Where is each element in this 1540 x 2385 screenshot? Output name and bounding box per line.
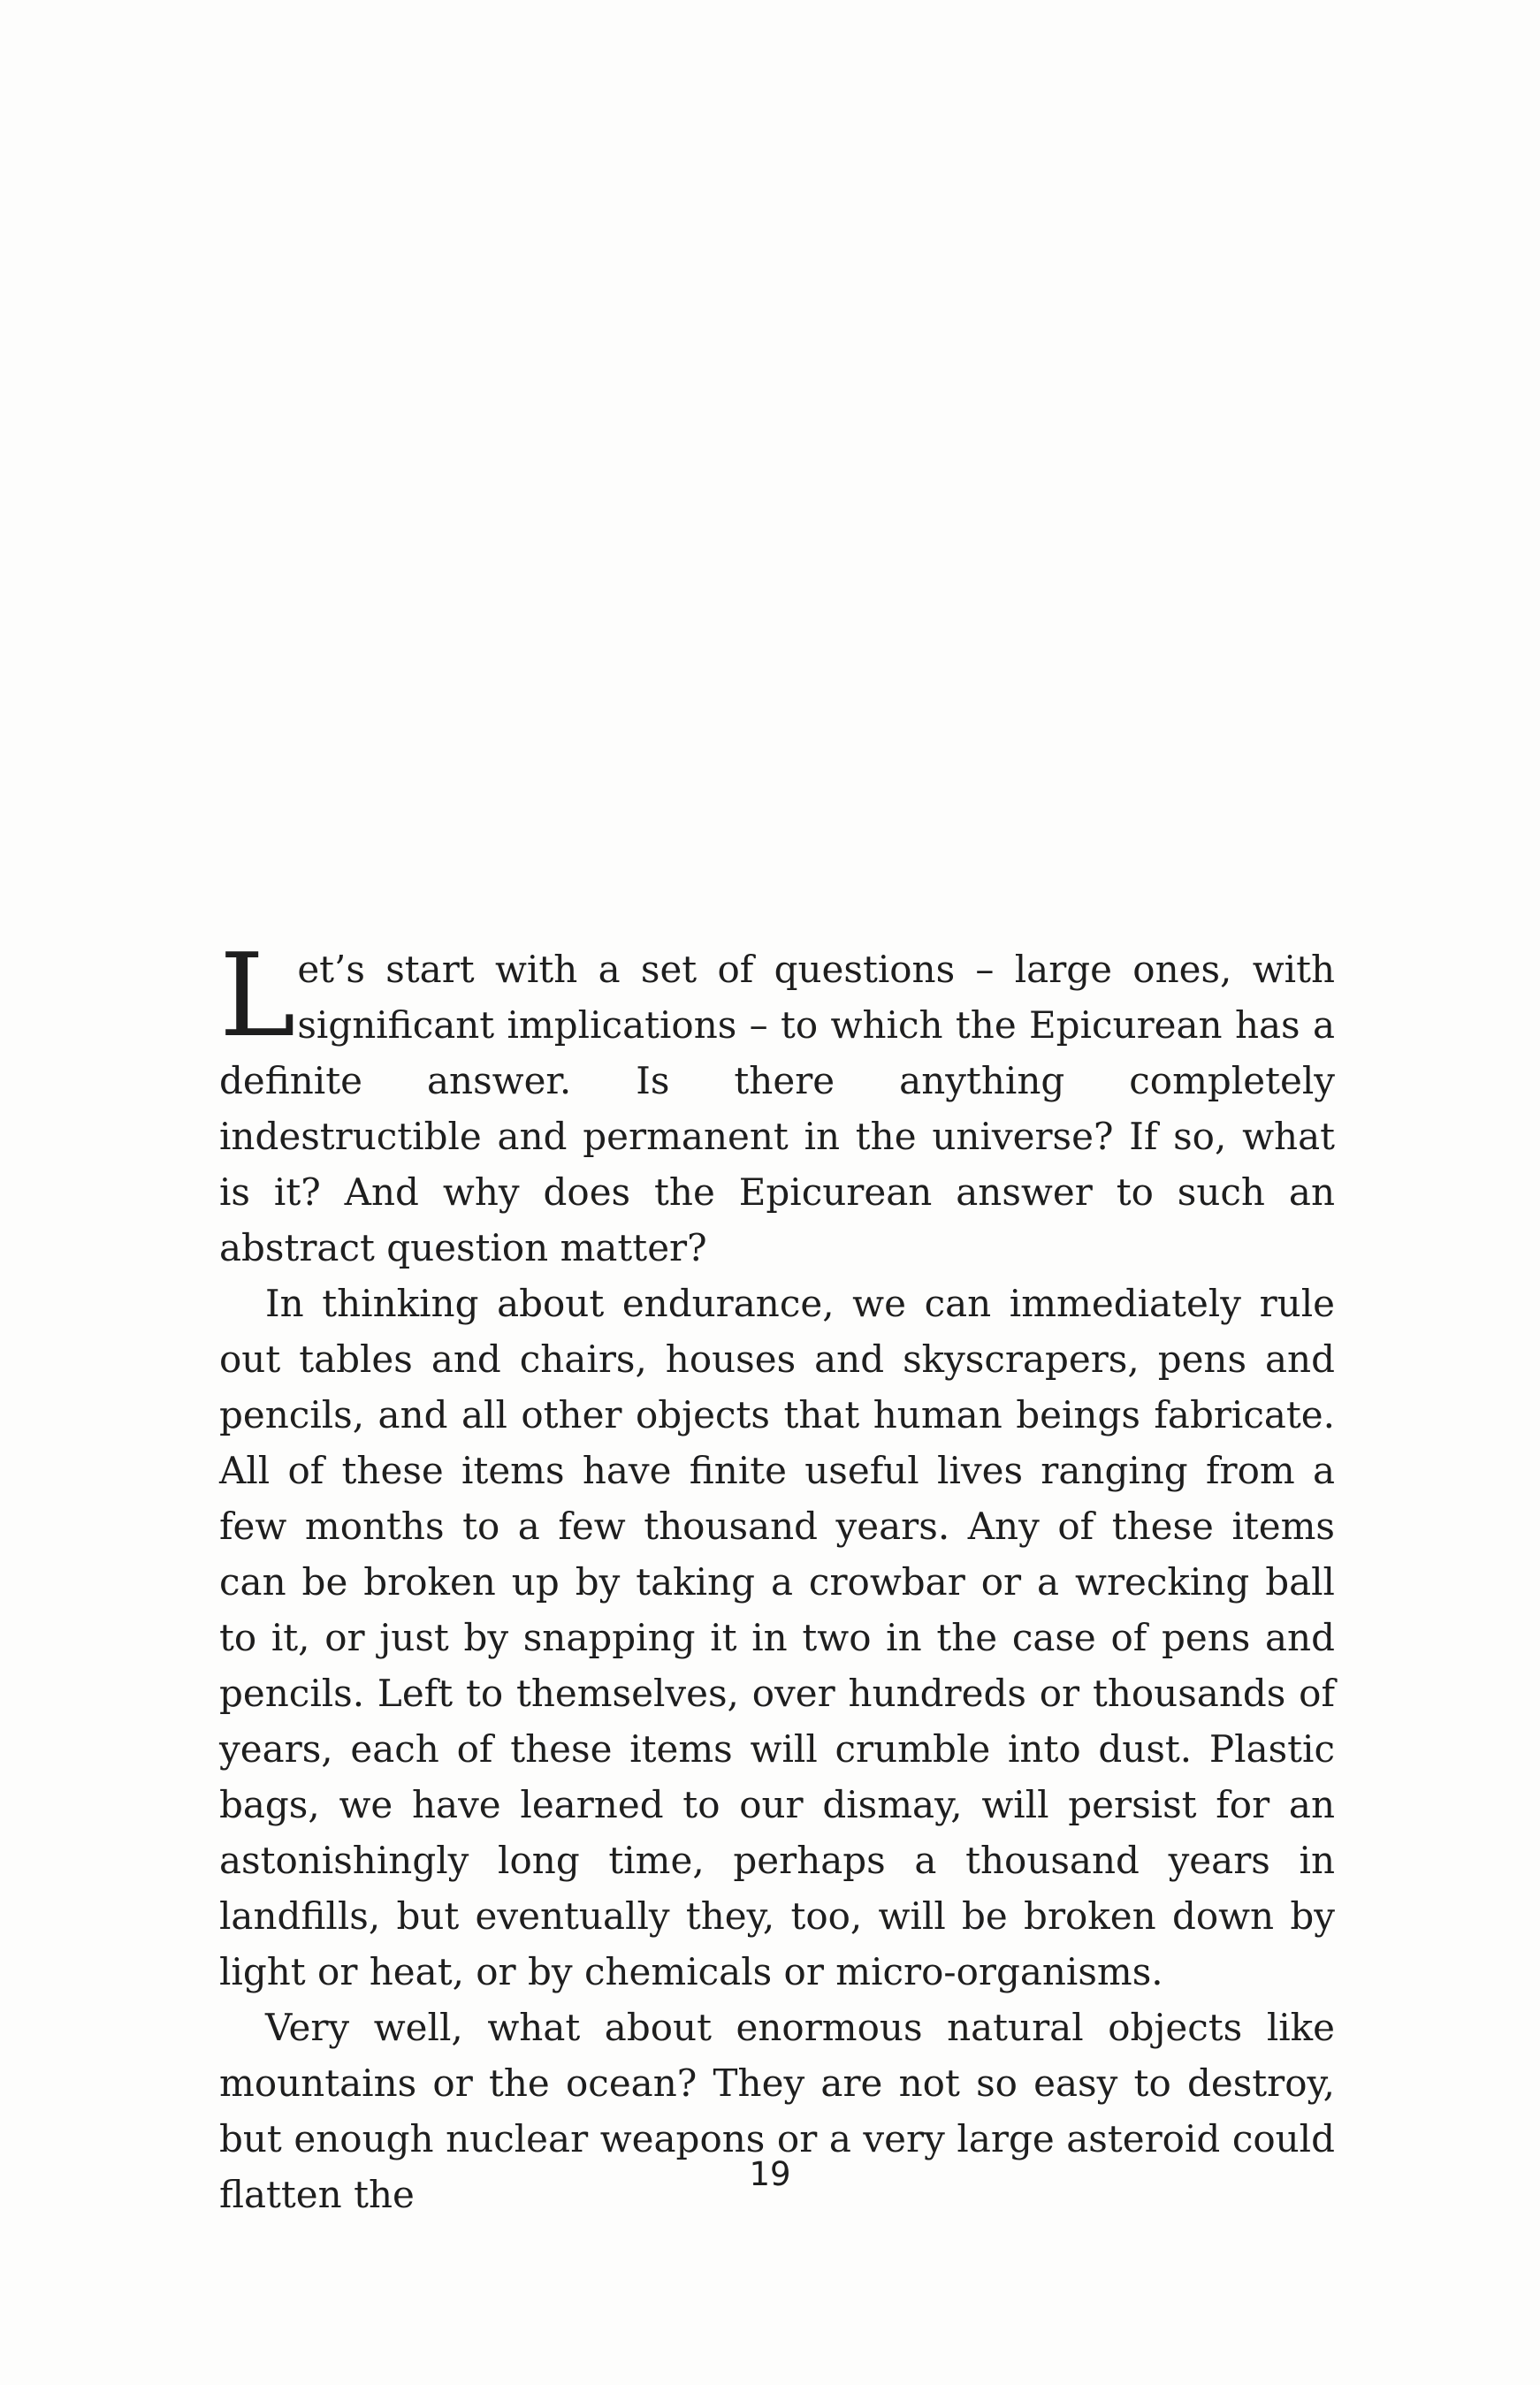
drop-cap: L: [219, 928, 296, 1063]
page-number: 19: [749, 2155, 791, 2193]
body-text: [219, 928, 1335, 2222]
paragraph-1: [219, 928, 1335, 1276]
paragraph-2: In thinking about endurance, we can immediately rule out tables and chairs, houses and skyscrapers, pens and pencils, and all other objects that human beings fabricate. All of these items have finite useful lives ranging from a few months to a few thousand years. Any of these items can be broken up by taking a crowbar or a wrecking ball to it, or just by snapping it in two in the case of pens and pencils. Left to themselves, over hundreds or thousands of years, each of these items will crumble into dust. Plastic bags, we have learned to our dismay, will persist for an astonishingly long time, perhaps a thousand years in landfills, but eventually they, too, will be broken down by light or heat, or by chemicals or micro-organisms.: [219, 1282, 1335, 1993]
paragraph-1-text: et’s start with a set of questions – large ones, with significant implications – to which the Epicurean has a definite answer. Is there anything completely indestructible and permanent in the universe? If so, what is it? And why does the Epicurean answer to such an abstract question matter?: [219, 948, 1335, 1269]
paragraph-3: Very well, what about enormous natural objects like mountains or the ocean? They are not so easy to destroy, but enough nuclear weapons or a very large asteroid could flatten the: [219, 2006, 1335, 2216]
